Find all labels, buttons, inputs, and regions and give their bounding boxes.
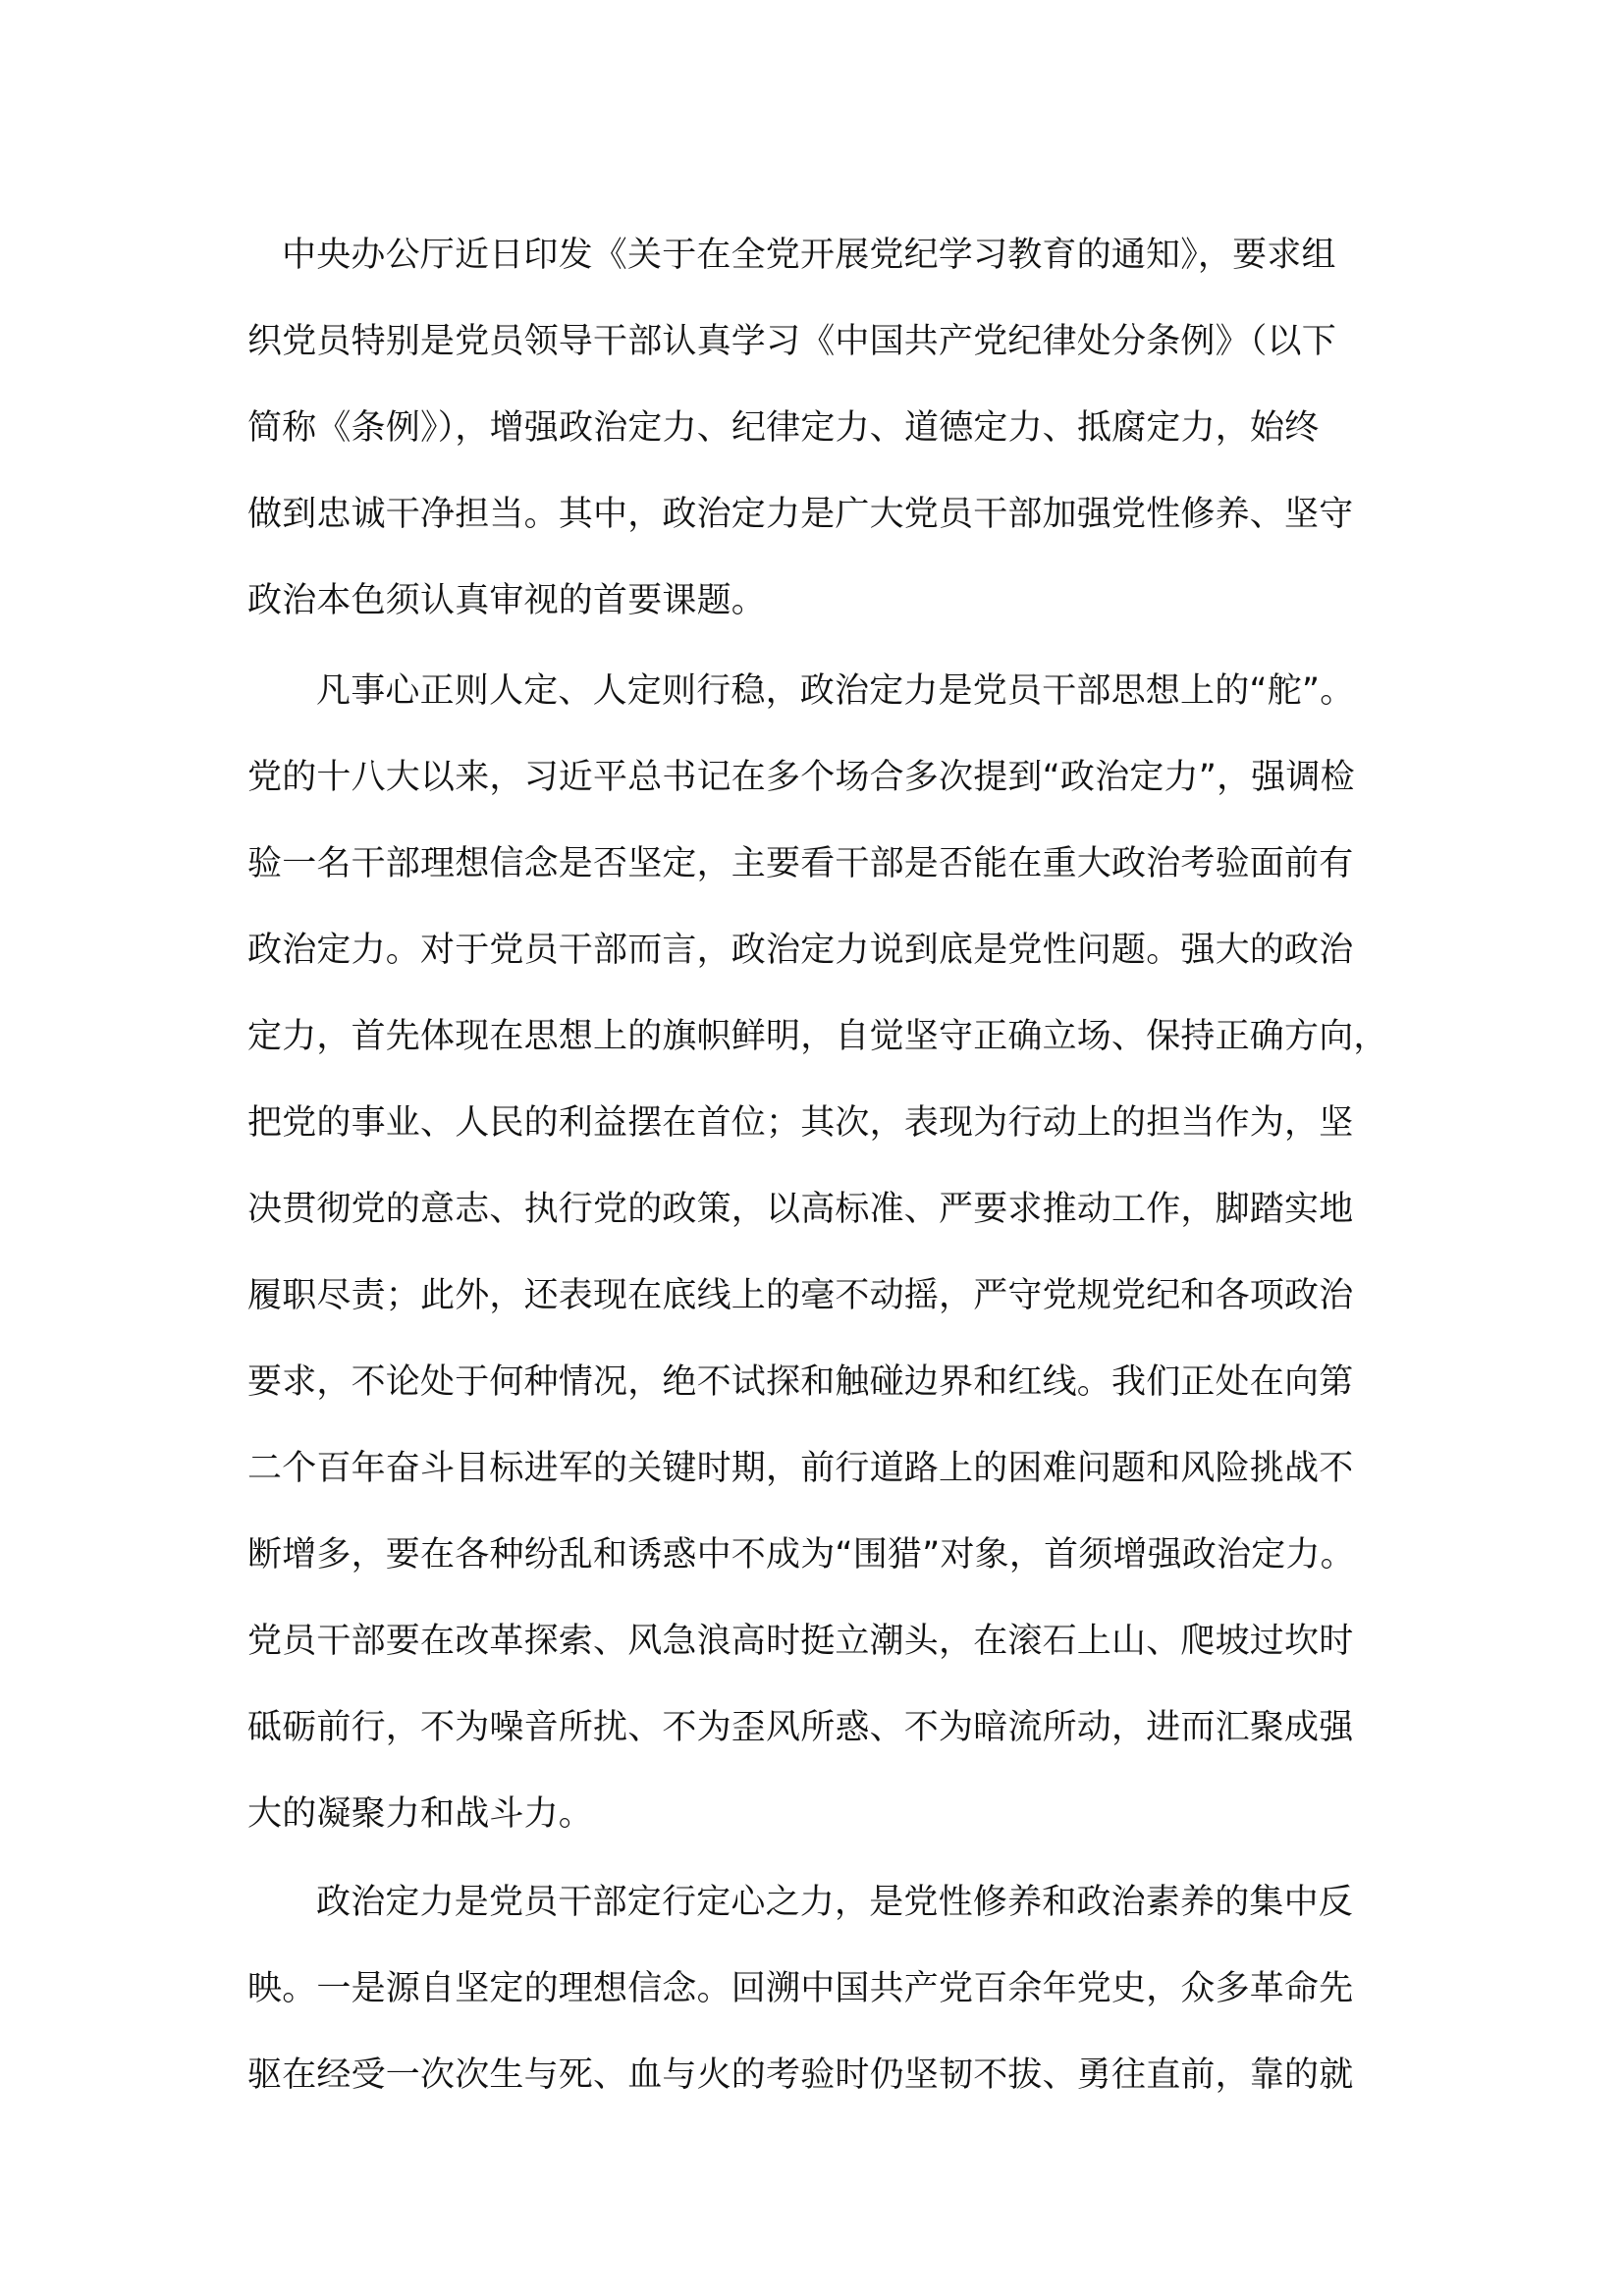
- paragraph-2-line-9: 要求，不论处于何种情况，绝不试探和触碰边界和红线。我们正处在向第: [247, 1362, 1354, 1402]
- paragraph-2-line-1: 凡事心正则人定、人定则行稳，政治定力是党员干部思想上的“舵”。: [316, 671, 1355, 711]
- paragraph-2-line-12: 党员干部要在改革探索、风急浪高时挺立潮头，在滚石上山、爬坡过坎时: [247, 1622, 1354, 1661]
- paragraph-3-line-3: 驱在经受一次次生与死、血与火的考验时仍坚韧不拔、勇往直前，靠的就: [247, 2056, 1354, 2095]
- paragraph-2-line-11: 断增多，要在各种纷乱和诱惑中不成为“围猎”对象，首须增强政治定力。: [247, 1535, 1355, 1575]
- paragraph-2-line-5: 定力，首先体现在思想上的旗帜鲜明，自觉坚守正确立场、保持正确方向，: [247, 1017, 1388, 1056]
- paragraph-2-line-8: 履职尽责；此外，还表现在底线上的毫不动摇，严守党规党纪和各项政治: [247, 1276, 1354, 1315]
- paragraph-1-line-4: 做到忠诚干净担当。其中，政治定力是广大党员干部加强党性修养、坚守: [247, 495, 1354, 534]
- paragraph-1-line-1: 中央办公厅近日印发《关于在全党开展党纪学习教育的通知》，要求组: [282, 236, 1336, 275]
- paragraph-2-line-7: 决贯彻党的意志、执行党的政策，以高标准、严要求推动工作，脚踏实地: [247, 1190, 1354, 1229]
- paragraph-2-line-13: 砥砺前行，不为噪音所扰、不为歪风所惑、不为暗流所动，进而汇聚成强: [247, 1708, 1354, 1747]
- paragraph-1-line-5: 政治本色须认真审视的首要课题。: [247, 581, 767, 620]
- paragraph-3-line-1: 政治定力是党员干部定行定心之力，是党性修养和政治素养的集中反: [316, 1883, 1354, 1922]
- paragraph-1-line-3: 简称《条例》），增强政治定力、纪律定力、道德定力、抵腐定力，始终: [247, 408, 1320, 448]
- paragraph-2-line-3: 验一名干部理想信念是否坚定，主要看干部是否能在重大政治考验面前有: [247, 844, 1354, 883]
- paragraph-2-line-10: 二个百年奋斗目标进军的关键时期，前行道路上的困难问题和风险挑战不: [247, 1449, 1354, 1488]
- paragraph-2-line-6: 把党的事业、人民的利益摆在首位；其次，表现为行动上的担当作为，坚: [247, 1103, 1354, 1143]
- paragraph-2-line-14: 大的凝聚力和战斗力。: [247, 1794, 594, 1834]
- paragraph-2-line-4: 政治定力。对于党员干部而言，政治定力说到底是党性问题。强大的政治: [247, 931, 1354, 970]
- paragraph-3-line-2: 映。一是源自坚定的理想信念。回溯中国共产党百余年党史，众多革命先: [247, 1969, 1354, 2008]
- paragraph-1-line-2: 织党员特别是党员领导干部认真学习《中国共产党纪律处分条例》（以下: [247, 322, 1336, 361]
- paragraph-2-line-2: 党的十八大以来，习近平总书记在多个场合多次提到“政治定力”，强调检: [247, 758, 1355, 797]
